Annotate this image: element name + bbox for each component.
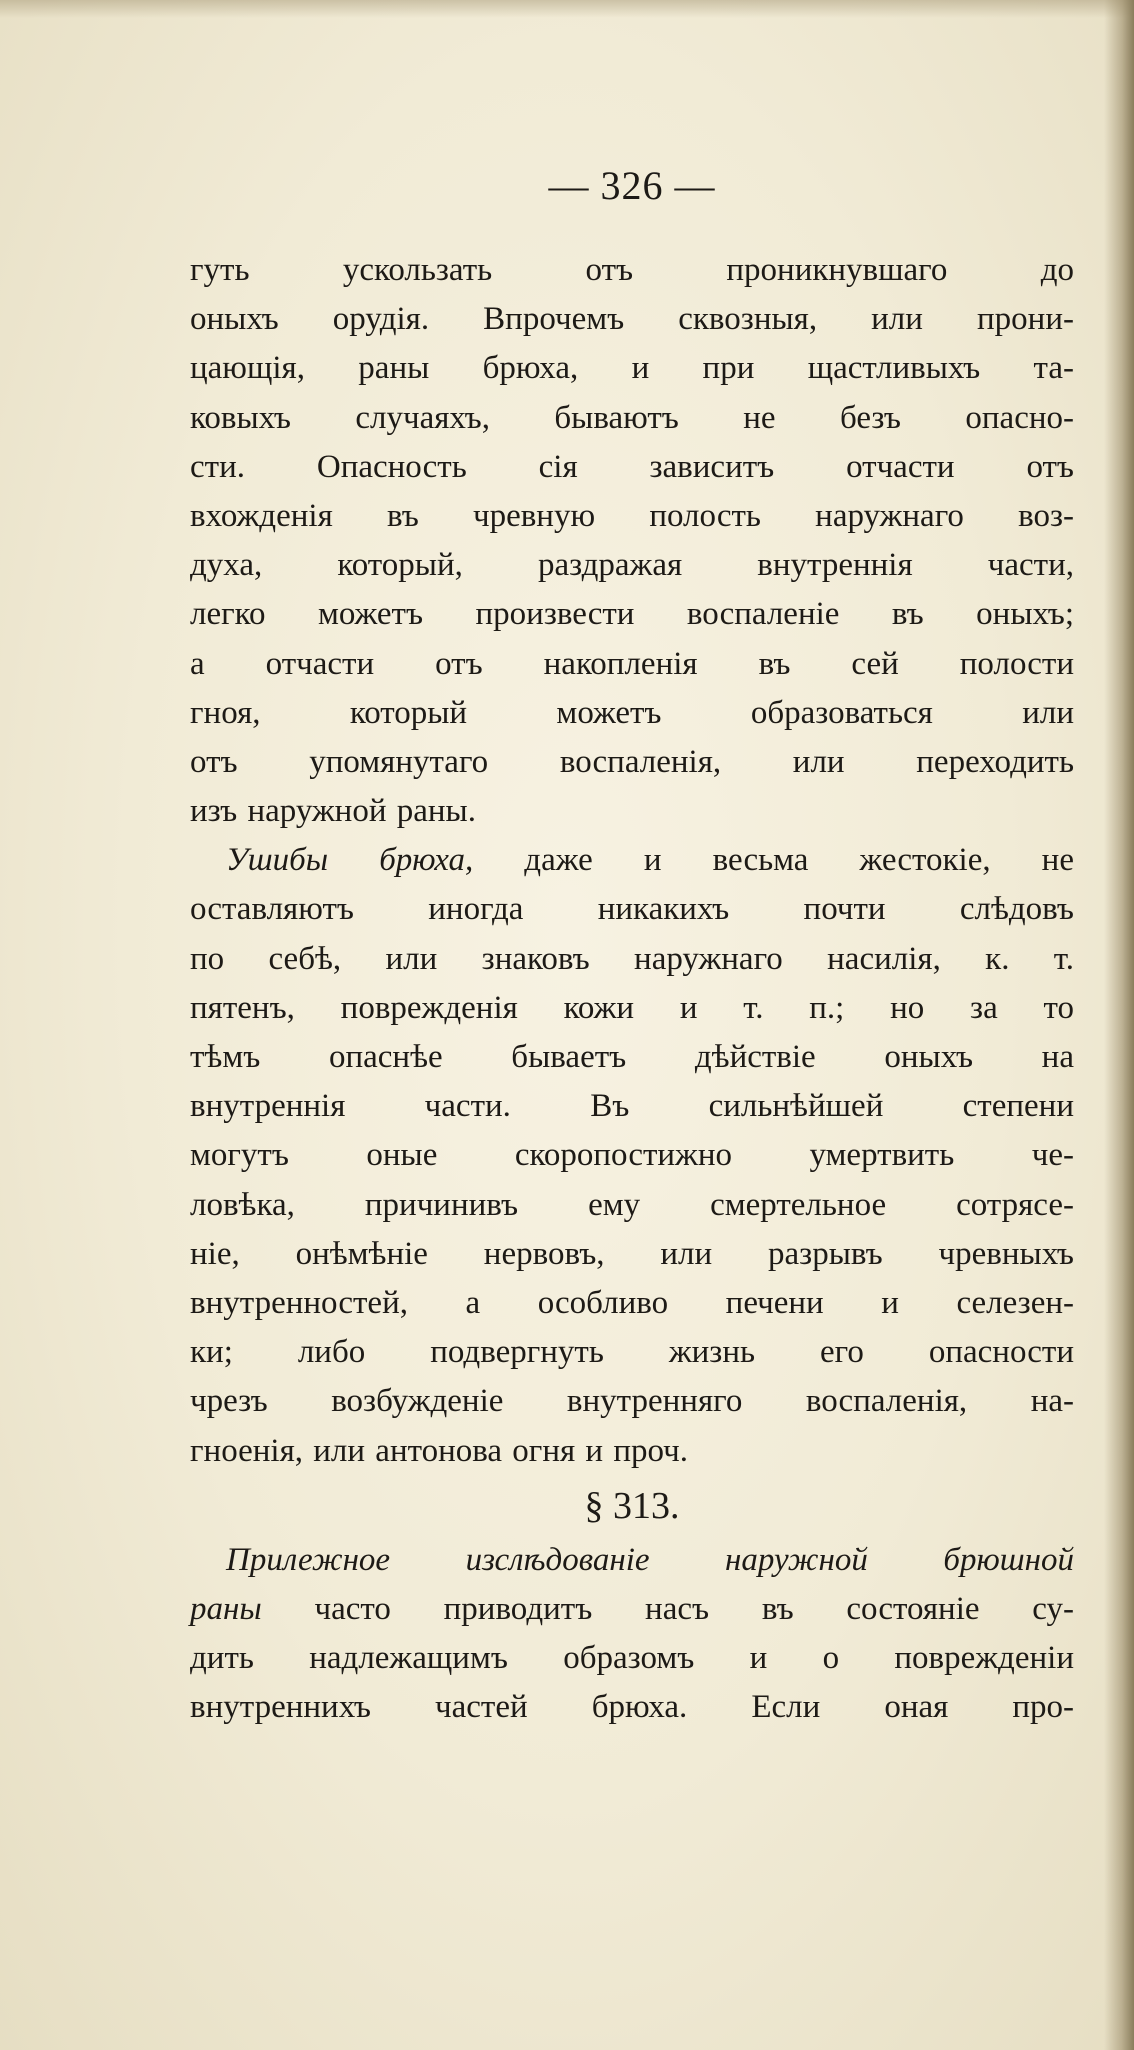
text-line: гуть ускользать отъ проникнувшаго до — [190, 252, 1074, 288]
page-top-shadow — [0, 0, 1134, 18]
text-line: сти. Опасность сія зависитъ отчасти отъ — [190, 448, 1074, 485]
text-line: ки; либо подвергнуть жизнь его опасности — [190, 1334, 1074, 1371]
paragraph-3 — [190, 1536, 1074, 1733]
text-line: ніе, онѣмѣніе нервовъ, или разрывъ чревныхъ — [190, 1235, 1074, 1272]
page-content — [190, 160, 1074, 1732]
text-line: ловѣка, причинивъ ему смертельное сотрясе- — [190, 1186, 1074, 1223]
text-line: изъ наружной раны. — [190, 793, 476, 830]
text-line: оставляютъ иногда никакихъ почти слѣдовъ — [190, 891, 1074, 928]
text-line: тѣмъ опаснѣе бываетъ дѣйствіе оныхъ на — [190, 1039, 1074, 1075]
paragraph-2 — [190, 836, 1074, 1475]
text-line: по себѣ, или знаковъ наружнаго насилія, к. т. — [190, 940, 1074, 977]
text-line: гноя, который можетъ образоваться или — [190, 694, 1074, 731]
section-heading: § 313. — [584, 1484, 680, 1527]
text-line: могутъ оные скоропостижно умертвить че- — [190, 1137, 1074, 1174]
text-line: пятенъ, поврежденія кожи и т. п.; но за то — [190, 989, 1074, 1026]
text-line — [190, 836, 1074, 885]
page-number: — 326 — — [548, 163, 716, 208]
text-line: цающія, раны брюха, и при щастливыхъ та- — [190, 350, 1074, 387]
text-line: внутреннихъ частей брюха. Если оная про- — [190, 1689, 1074, 1726]
text-line: дить надлежащимъ образомъ и о поврежденіи — [190, 1640, 1074, 1677]
text-line: ковыхъ случаяхъ, бываютъ не безъ опасно- — [190, 399, 1074, 436]
italic-phrase: раны — [190, 1590, 262, 1627]
page-binding-edge — [1104, 0, 1134, 2050]
text-line: отъ упомянутаго воспаленія, или переходить — [190, 743, 1074, 780]
italic-phrase: Ушибы брюха, — [226, 842, 474, 879]
text-line: внутренностей, а особливо печени и селезен- — [190, 1284, 1074, 1321]
paragraph-1 — [190, 246, 1074, 836]
text-line: легко можетъ произвести воспаленіе въ оныхъ; — [190, 596, 1074, 633]
text-line: а отчасти отъ накопленія въ сей полости — [190, 645, 1074, 682]
text-line — [190, 1585, 1074, 1634]
text-line: оныхъ орудія. Впрочемъ сквозныя, или прони- — [190, 301, 1074, 338]
text-line: вхожденія въ чревную полость наружнаго воз- — [190, 497, 1074, 534]
text-span: часто приводитъ насъ въ состояніе су- — [261, 1590, 1074, 1627]
text-span: даже и весьма жестокіе, не — [473, 842, 1074, 879]
text-line: внутреннія части. Въ сильнѣйшей степени — [190, 1088, 1074, 1125]
text-line: Прилежное изслѣдованіе наружной брюшной — [226, 1541, 1074, 1578]
text-line: гноенія, или антонова огня и проч. — [190, 1432, 688, 1469]
text-line: чрезъ возбужденіе внутренняго воспаленія, на- — [190, 1383, 1074, 1420]
text-line: духа, который, раздражая внутреннія части, — [190, 547, 1074, 584]
